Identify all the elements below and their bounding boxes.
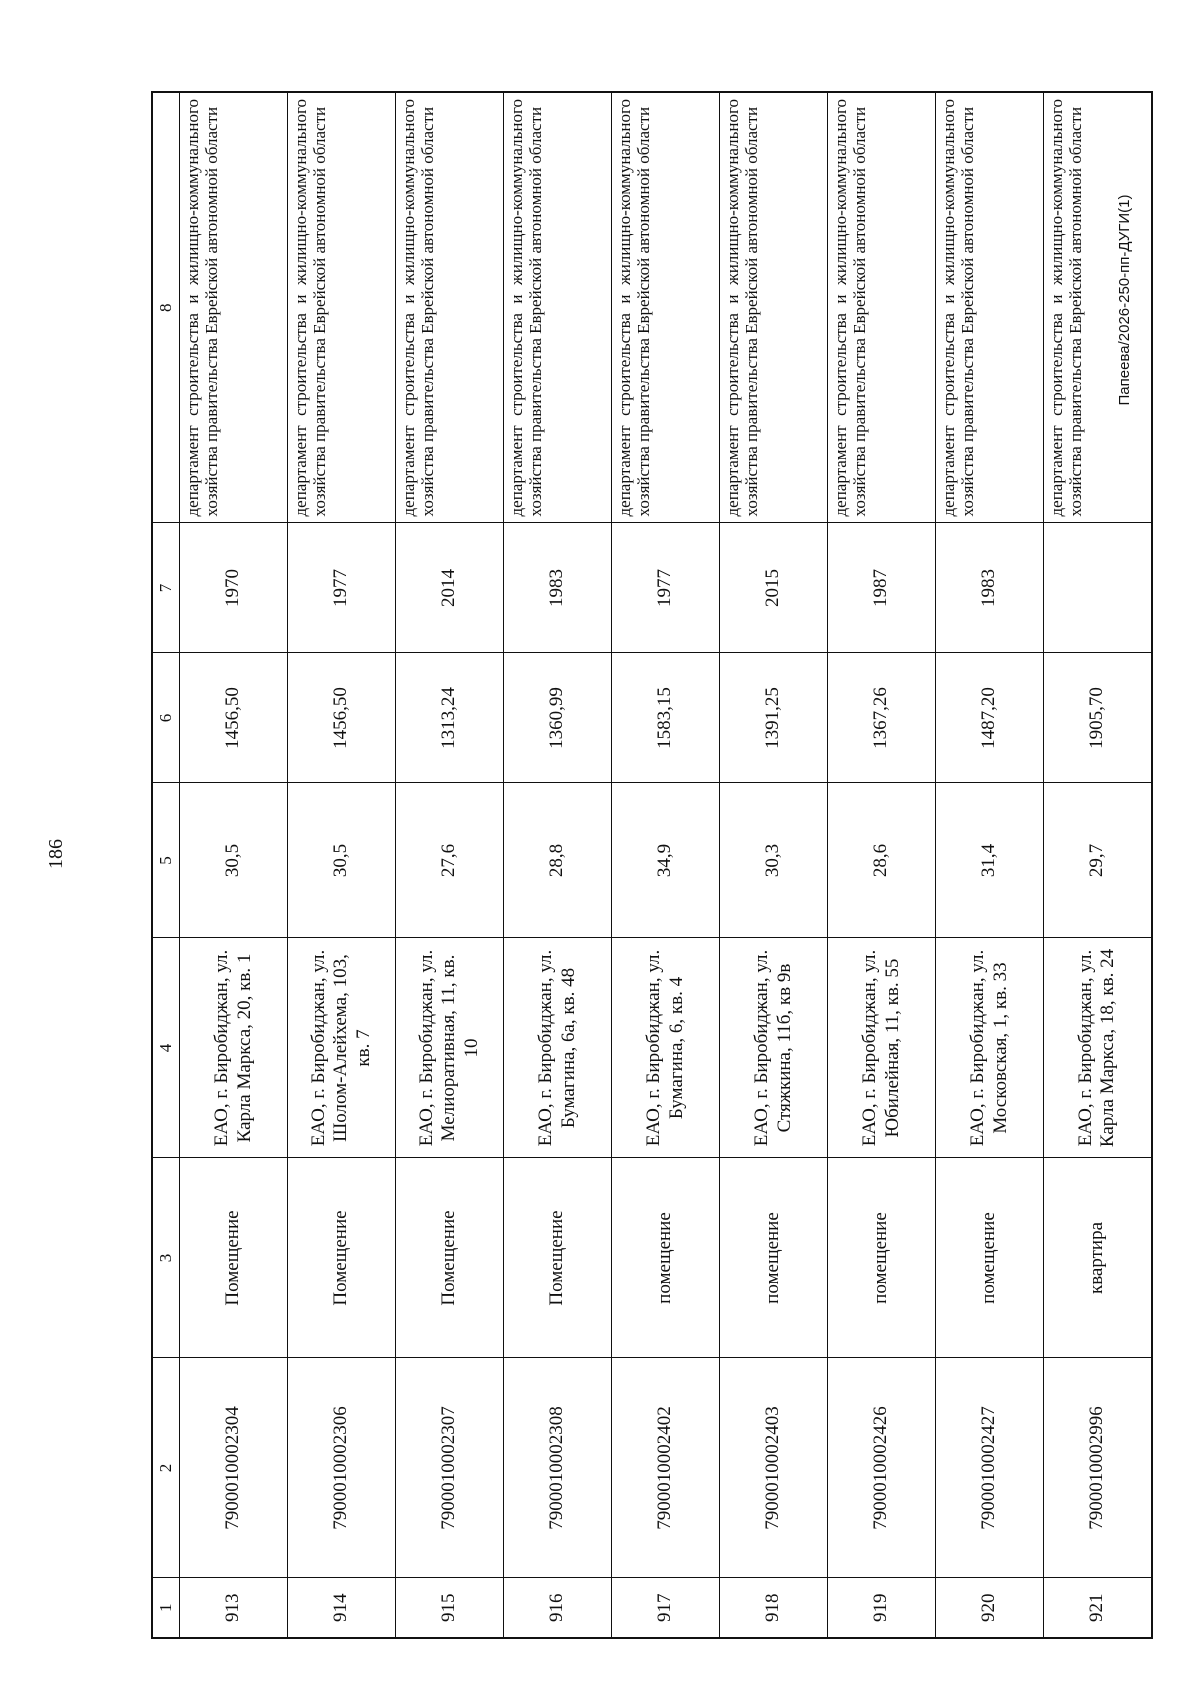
holder-organization: департамент строительства и жилищно-коммунального хозяйства правительства Еврейской автономной области [180, 92, 288, 523]
row-number: 919 [828, 1578, 936, 1638]
object-value: 1583,15 [612, 653, 720, 783]
rotated-table-container [151, 93, 1151, 1639]
row-number: 915 [396, 1578, 504, 1638]
row-number: 913 [180, 1578, 288, 1638]
object-type: Помещение [180, 1158, 288, 1358]
cadastral-number: 7900010002996 [1044, 1358, 1152, 1578]
object-area: 30,5 [180, 783, 288, 938]
construction-year [1044, 523, 1152, 653]
table-row [720, 92, 828, 1638]
object-area: 27,6 [396, 783, 504, 938]
column-number: 4 [152, 938, 180, 1158]
cadastral-number: 7900010002306 [288, 1358, 396, 1578]
object-type: помещение [612, 1158, 720, 1358]
object-type: помещение [936, 1158, 1044, 1358]
table-row [828, 92, 936, 1638]
page-number: 186 [45, 839, 67, 869]
cadastral-number: 7900010002308 [504, 1358, 612, 1578]
construction-year: 1983 [504, 523, 612, 653]
column-number: 1 [152, 1578, 180, 1638]
column-number: 8 [152, 92, 180, 523]
row-number: 914 [288, 1578, 396, 1638]
table-row [1044, 92, 1152, 1638]
holder-organization: департамент строительства и жилищно-коммунального хозяйства правительства Еврейской автономной области [612, 92, 720, 523]
table-row [504, 92, 612, 1638]
object-address: ЕАО, г. Биробиджан, ул. Карла Маркса, 20, кв. 1 [180, 938, 288, 1158]
object-address: ЕАО, г. Биробиджан, ул. Карла Маркса, 18, кв. 24 [1044, 938, 1152, 1158]
object-address: ЕАО, г. Биробиджан, ул. Мелиоративная, 11, кв. 10 [396, 938, 504, 1158]
property-registry-table [151, 91, 1153, 1639]
construction-year: 1983 [936, 523, 1044, 653]
object-address: ЕАО, г. Биробиджан, ул. Бумагина, 6, кв. 4 [612, 938, 720, 1158]
object-value: 1313,24 [396, 653, 504, 783]
column-number: 7 [152, 523, 180, 653]
object-address: ЕАО, г. Биробиджан, ул. Шолом-Алейхема, 103, кв. 7 [288, 938, 396, 1158]
construction-year: 1987 [828, 523, 936, 653]
column-number-row [152, 92, 180, 1638]
row-number: 918 [720, 1578, 828, 1638]
object-value: 1456,50 [288, 653, 396, 783]
object-value: 1905,70 [1044, 653, 1152, 783]
cadastral-number: 7900010002426 [828, 1358, 936, 1578]
cadastral-number: 7900010002402 [612, 1358, 720, 1578]
object-value: 1456,50 [180, 653, 288, 783]
object-type: помещение [720, 1158, 828, 1358]
column-number: 6 [152, 653, 180, 783]
holder-organization: департамент строительства и жилищно-коммунального хозяйства правительства Еврейской автономной области [828, 92, 936, 523]
table-row [936, 92, 1044, 1638]
table-row [288, 92, 396, 1638]
object-address: ЕАО, г. Биробиджан, ул. Московская, 1, кв. 33 [936, 938, 1044, 1158]
object-area: 28,6 [828, 783, 936, 938]
holder-organization: департамент строительства и жилищно-коммунального хозяйства правительства Еврейской автономной области [504, 92, 612, 523]
cadastral-number: 7900010002427 [936, 1358, 1044, 1578]
column-number: 2 [152, 1358, 180, 1578]
table-row [612, 92, 720, 1638]
holder-organization: департамент строительства и жилищно-коммунального хозяйства правительства Еврейской автономной области [288, 92, 396, 523]
cadastral-number: 7900010002403 [720, 1358, 828, 1578]
row-number: 917 [612, 1578, 720, 1638]
object-type: помещение [828, 1158, 936, 1358]
holder-organization: департамент строительства и жилищно-коммунального хозяйства правительства Еврейской автономной области [936, 92, 1044, 523]
object-value: 1487,20 [936, 653, 1044, 783]
object-value: 1360,99 [504, 653, 612, 783]
cadastral-number: 7900010002304 [180, 1358, 288, 1578]
holder-organization: департамент строительства и жилищно-коммунального хозяйства правительства Еврейской автономной области [1044, 92, 1152, 523]
object-area: 31,4 [936, 783, 1044, 938]
table-row [180, 92, 288, 1638]
object-type: Помещение [396, 1158, 504, 1358]
table-row [396, 92, 504, 1638]
holder-organization: департамент строительства и жилищно-коммунального хозяйства правительства Еврейской автономной области [720, 92, 828, 523]
construction-year: 2014 [396, 523, 504, 653]
object-type: квартира [1044, 1158, 1152, 1358]
object-area: 30,5 [288, 783, 396, 938]
object-area: 34,9 [612, 783, 720, 938]
document-reference: Папеева/2026-250-пп-ДУГИ(1) [1116, 194, 1133, 406]
column-number: 5 [152, 783, 180, 938]
row-number: 921 [1044, 1578, 1152, 1638]
construction-year: 1977 [612, 523, 720, 653]
row-number: 916 [504, 1578, 612, 1638]
object-address: ЕАО, г. Биробиджан, ул. Бумагина, 6а, кв. 48 [504, 938, 612, 1158]
holder-organization: департамент строительства и жилищно-коммунального хозяйства правительства Еврейской автономной области [396, 92, 504, 523]
row-number: 920 [936, 1578, 1044, 1638]
object-area: 29,7 [1044, 783, 1152, 938]
object-type: Помещение [288, 1158, 396, 1358]
object-value: 1391,25 [720, 653, 828, 783]
construction-year: 1970 [180, 523, 288, 653]
cadastral-number: 7900010002307 [396, 1358, 504, 1578]
column-number: 3 [152, 1158, 180, 1358]
object-type: Помещение [504, 1158, 612, 1358]
construction-year: 2015 [720, 523, 828, 653]
object-value: 1367,26 [828, 653, 936, 783]
object-area: 28,8 [504, 783, 612, 938]
construction-year: 1977 [288, 523, 396, 653]
object-address: ЕАО, г. Биробиджан, ул. Стяжкина, 11б, кв 9в [720, 938, 828, 1158]
object-address: ЕАО, г. Биробиджан, ул. Юбилейная, 11, кв. 55 [828, 938, 936, 1158]
object-area: 30,3 [720, 783, 828, 938]
